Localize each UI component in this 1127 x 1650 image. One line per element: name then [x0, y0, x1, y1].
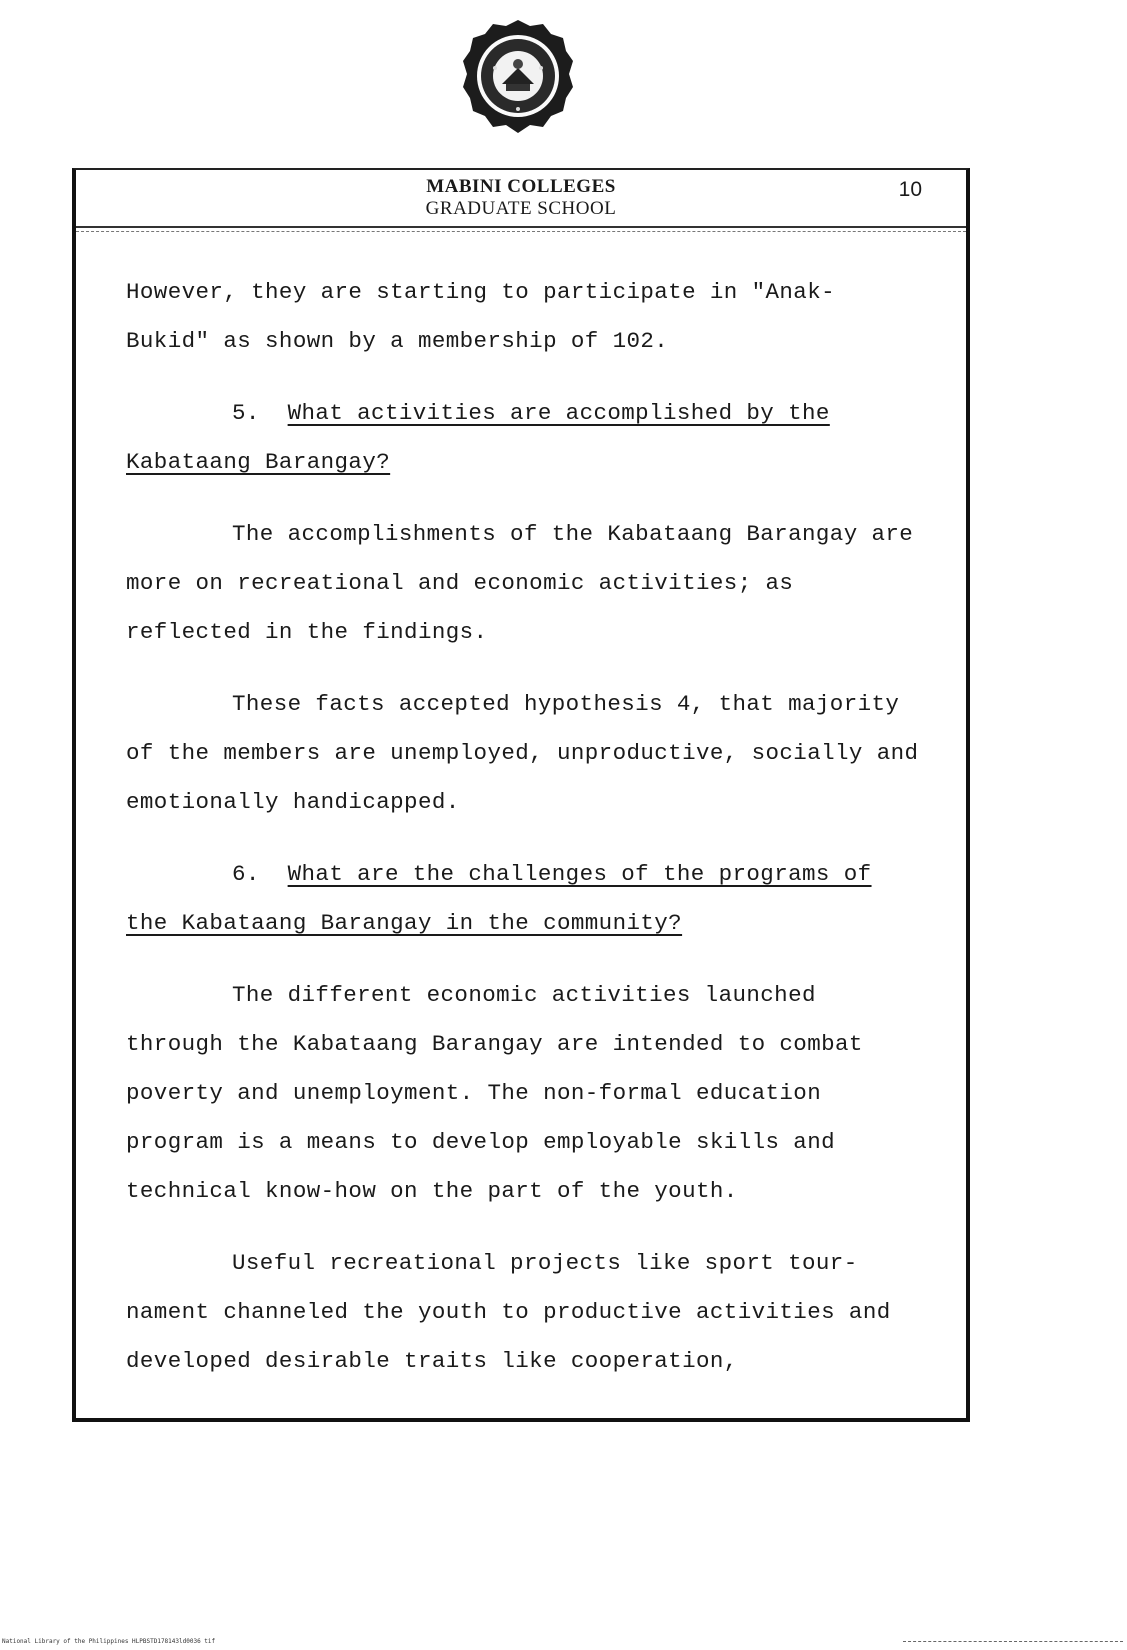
school-division: GRADUATE SCHOOL — [425, 198, 617, 219]
paragraph: These facts accepted hypothesis 4, that majority of the members are unemployed, unproductive, socially and emotionally handicapped. — [126, 691, 919, 815]
paragraph: Useful recreational projects like sport tour-nament channeled the youth to productive activities and developed desirable traits like cooperation, — [126, 1250, 891, 1374]
header-divider — [76, 226, 966, 228]
text-line: Bukid" as shown by a membership of 102. — [126, 328, 669, 354]
school-name: MABINI COLLEGES — [426, 176, 616, 197]
header-divider-dotted — [76, 231, 966, 232]
document-body — [126, 268, 926, 1409]
question-number: 6. — [232, 861, 260, 887]
college-seal — [462, 18, 574, 136]
footer-rule — [903, 1641, 1123, 1642]
question-number: 5. — [232, 400, 260, 426]
archive-footer: National Library of the Philippines HLPBSTD178143ld0036 tif — [2, 1638, 216, 1645]
letterhead — [76, 176, 966, 220]
college-seal-icon — [462, 18, 574, 136]
paragraph: The different economic activities launched through the Kabataang Barangay are intended to combat poverty and unemployment. The non-formal education program is a means to develop employable skills and technical know-how on the part of the youth. — [126, 982, 863, 1204]
question-text: What are the challenges of the programs of the Kabataang Barangay in the community? — [126, 861, 872, 936]
question-text: What activities are accomplished by the Kabataang Barangay? — [126, 400, 830, 475]
paragraph: The accomplishments of the Kabataang Barangay are more on recreational and economic activities; as reflected in the findings. — [126, 521, 914, 645]
paragraph — [126, 268, 926, 366]
text-line: However, they are starting to participate in "Anak- — [126, 279, 836, 305]
page-number: 10 — [898, 178, 922, 201]
question-5 — [126, 389, 926, 487]
question-6 — [126, 850, 926, 948]
